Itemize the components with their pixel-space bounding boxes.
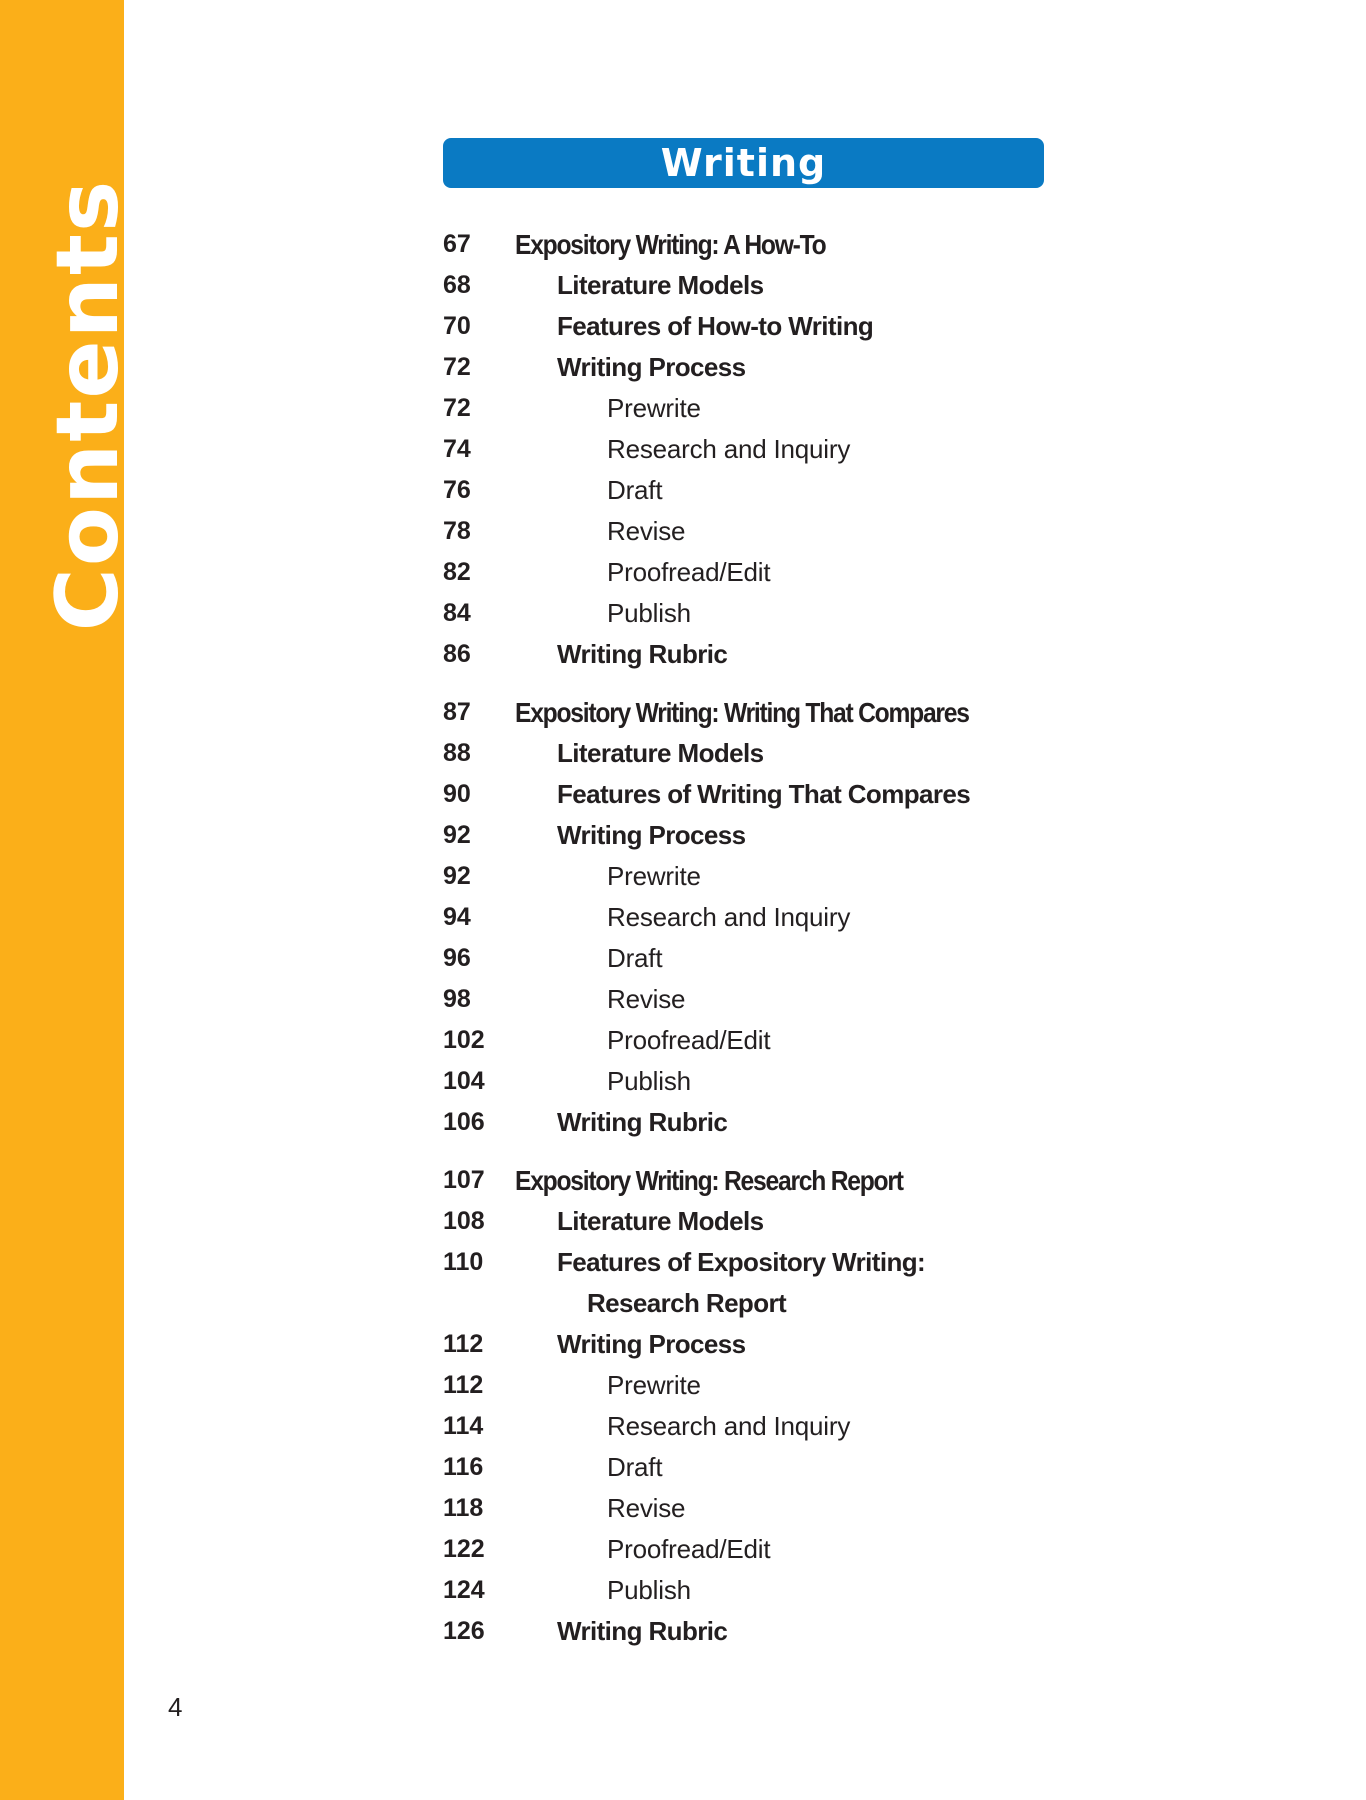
toc-entry[interactable] (443, 1365, 1143, 1406)
toc-entry[interactable] (443, 552, 1143, 593)
toc-page-number: 78 (443, 517, 471, 545)
toc-entry-title: Publish (607, 1066, 691, 1096)
toc-page-number: 108 (443, 1207, 485, 1235)
toc-page-number: 88 (443, 739, 471, 767)
toc-page-number: 67 (443, 230, 471, 258)
toc-entry[interactable] (443, 1242, 1143, 1283)
toc-entry[interactable] (443, 593, 1143, 634)
toc-entry-title: Research and Inquiry (607, 902, 851, 932)
toc-entry[interactable] (443, 1324, 1143, 1365)
toc-page-number: 112 (443, 1371, 484, 1399)
toc-entry[interactable] (443, 1570, 1143, 1611)
toc-entry-title: Writing Process (557, 352, 746, 382)
toc-entry[interactable] (443, 1447, 1143, 1488)
toc-page-number: 68 (443, 271, 471, 299)
toc-entry-title: Literature Models (557, 270, 764, 300)
toc-entry-title: Proofread/Edit (607, 1534, 771, 1564)
toc-entry-title: Writing Process (557, 820, 746, 850)
toc-page-number: 118 (443, 1494, 484, 1522)
toc-entry-title: Literature Models (557, 738, 764, 768)
toc-page-number: 87 (443, 698, 471, 726)
toc-entry-title: Proofread/Edit (607, 557, 771, 587)
banner-title: Writing (660, 141, 827, 185)
toc-page-number: 70 (443, 312, 471, 340)
toc-entry[interactable] (443, 774, 1143, 815)
toc-page-number: 84 (443, 599, 471, 627)
toc-entry-title: Revise (607, 984, 686, 1014)
contents-title: Contents (38, 178, 138, 632)
toc-entry[interactable] (443, 1160, 1143, 1201)
toc-entry-title: Research Report (587, 1288, 787, 1318)
toc-section (443, 1160, 1143, 1652)
toc-entry-title: Revise (607, 516, 686, 546)
toc-entry-title: Draft (607, 475, 663, 505)
toc-entry-title: Expository Writing: Writing That Compares (515, 697, 969, 728)
toc-page-number: 126 (443, 1617, 485, 1645)
toc-entry[interactable] (443, 470, 1143, 511)
toc-page-number: 122 (443, 1535, 485, 1563)
toc-entry[interactable] (443, 388, 1143, 429)
toc-entry[interactable] (443, 1529, 1143, 1570)
toc-page-number: 72 (443, 394, 471, 422)
toc-page-number: 112 (443, 1330, 484, 1358)
toc-entry[interactable] (443, 1061, 1143, 1102)
toc-page-number: 102 (443, 1026, 485, 1054)
toc-entry-title: Draft (607, 1452, 663, 1482)
toc-entry-title: Research and Inquiry (607, 1411, 851, 1441)
toc-page-number: 116 (443, 1453, 484, 1481)
section-banner (443, 138, 1044, 188)
toc-section (443, 224, 1143, 675)
toc-entry[interactable] (443, 979, 1143, 1020)
toc-entry[interactable] (443, 1201, 1143, 1242)
toc-page-number: 96 (443, 944, 471, 972)
toc-entry-title: Writing Rubric (557, 1107, 728, 1137)
toc-page-number: 114 (443, 1412, 484, 1440)
toc-entry-title: Draft (607, 943, 663, 973)
toc-entry[interactable] (443, 306, 1143, 347)
toc-page-number: 92 (443, 862, 471, 890)
toc-page-number: 74 (443, 435, 471, 463)
toc-entry-title: Prewrite (607, 861, 701, 891)
toc-entry-title: Revise (607, 1493, 686, 1523)
toc-page-number: 82 (443, 558, 471, 586)
toc-entry-title: Research and Inquiry (607, 434, 851, 464)
toc-entry-title: Literature Models (557, 1206, 764, 1236)
toc-entry-title: Writing Rubric (557, 639, 728, 669)
toc-entry[interactable] (443, 265, 1143, 306)
toc-section (443, 692, 1143, 1143)
toc-entry-title: Publish (607, 1575, 691, 1605)
toc-page-number: 106 (443, 1108, 485, 1136)
toc-entry[interactable] (443, 1102, 1143, 1143)
toc-entry[interactable] (443, 938, 1143, 979)
toc-entry[interactable] (443, 429, 1143, 470)
toc-entry[interactable] (443, 224, 1143, 265)
toc-entry[interactable] (443, 856, 1143, 897)
toc-page-number: 98 (443, 985, 471, 1013)
page-number: 4 (168, 1692, 183, 1722)
toc-entry-title: Features of How-to Writing (557, 311, 874, 341)
toc-entry-title: Publish (607, 598, 691, 628)
toc-page-number: 76 (443, 476, 471, 504)
toc-entry[interactable] (443, 1283, 1143, 1324)
toc-page-number: 104 (443, 1067, 485, 1095)
toc-page-number: 94 (443, 903, 471, 931)
toc-page-number: 90 (443, 780, 471, 808)
toc-entry-title: Writing Process (557, 1329, 746, 1359)
toc-entry[interactable] (443, 733, 1143, 774)
toc-entry-title: Prewrite (607, 393, 701, 423)
toc-entry-title: Proofread/Edit (607, 1025, 771, 1055)
toc-entry[interactable] (443, 692, 1143, 733)
toc-entry-title: Expository Writing: Research Report (515, 1165, 903, 1196)
toc-page-number: 86 (443, 640, 471, 668)
toc-entry[interactable] (443, 815, 1143, 856)
contents-sidebar (0, 0, 138, 1800)
table-of-contents (443, 224, 1143, 1669)
toc-page-number: 110 (443, 1248, 484, 1276)
toc-entry[interactable] (443, 1611, 1143, 1652)
toc-entry-title: Features of Expository Writing: (557, 1247, 926, 1277)
toc-page-number: 124 (443, 1576, 485, 1604)
toc-entry[interactable] (443, 511, 1143, 552)
toc-entry-title: Prewrite (607, 1370, 701, 1400)
toc-entry[interactable] (443, 1488, 1143, 1529)
toc-page-number: 107 (443, 1166, 485, 1194)
toc-entry[interactable] (443, 897, 1143, 938)
toc-entry[interactable] (443, 634, 1143, 675)
toc-entry-title: Writing Rubric (557, 1616, 728, 1646)
toc-entry[interactable] (443, 347, 1143, 388)
toc-entry-title: Features of Writing That Compares (557, 779, 971, 809)
toc-entry[interactable] (443, 1406, 1143, 1447)
toc-page-number: 92 (443, 821, 471, 849)
toc-page-number: 72 (443, 353, 471, 381)
toc-entry[interactable] (443, 1020, 1143, 1061)
toc-entry-title: Expository Writing: A How-To (515, 229, 826, 260)
